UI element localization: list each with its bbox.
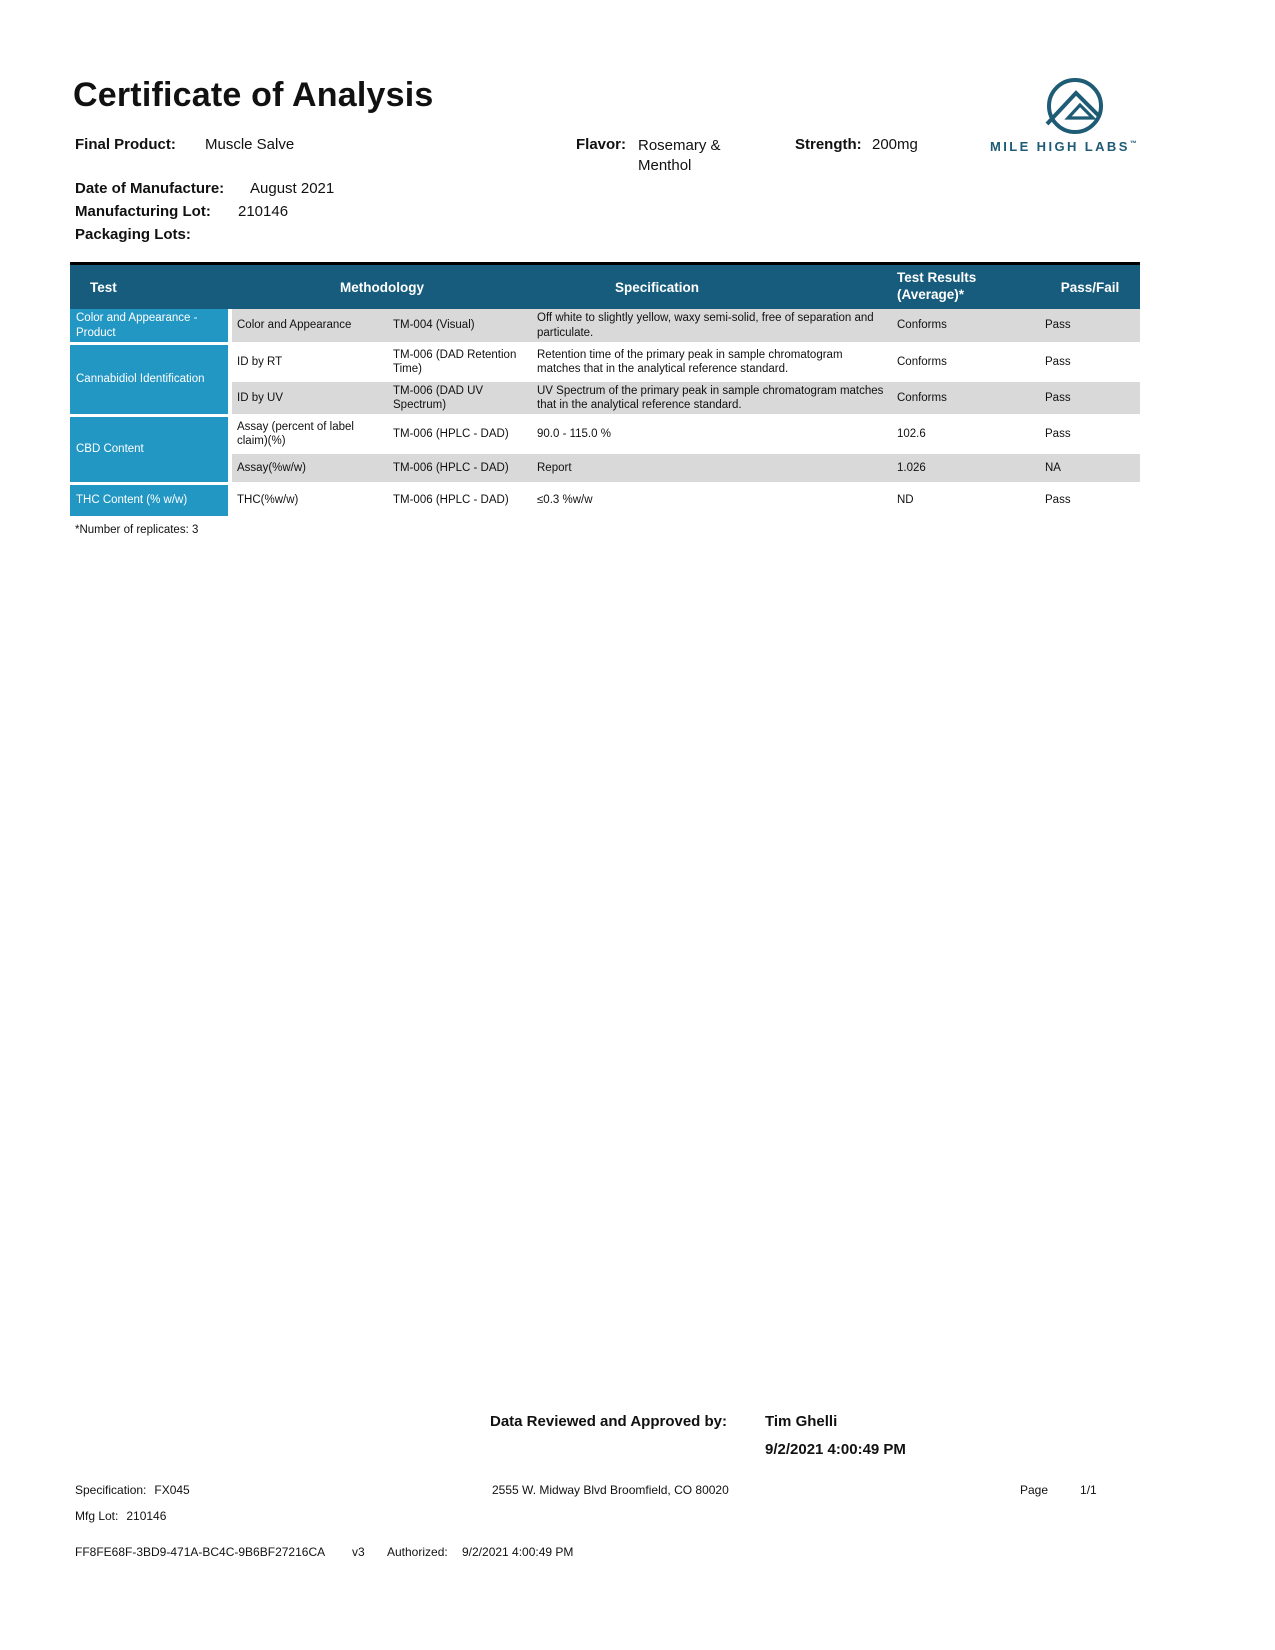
cell-methodology: TM-006 (DAD Retention Time) [388,345,532,379]
table-body [70,309,1140,516]
cell-specification: Retention time of the primary peak in sample chromatogram matches that in the analytical reference standard. [532,345,892,379]
date-of-manufacture-value: August 2021 [250,180,335,197]
document-version: v3 [352,1545,365,1559]
cell-test: ID by UV [232,382,388,414]
cell-methodology: TM-004 (Visual) [388,309,532,342]
test-group-cell: Cannabidiol Identification [70,345,232,414]
strength-label: Strength: [795,136,862,153]
mountain-circle-icon [1046,77,1104,135]
cell-test: Assay(%w/w) [232,454,388,482]
test-group-cell: Color and Appearance - Product [70,309,232,342]
flavor-value: Rosemary & Menthol [638,137,721,175]
cell-test: Assay (percent of label claim)(%) [232,417,388,451]
cell-pass-fail: Pass [1040,382,1140,414]
approval-datetime: 9/2/2021 4:00:49 PM [765,1441,906,1458]
cell-result: 102.6 [892,417,1040,451]
page-value: 1/1 [1080,1483,1097,1497]
mfg-lot-label: Mfg Lot: [75,1509,119,1523]
authorized-datetime: 9/2/2021 4:00:49 PM [462,1545,574,1559]
page-indicator [1020,1483,1097,1497]
replicates-note: *Number of replicates: 3 [75,524,199,536]
approval-label: Data Reviewed and Approved by: [490,1413,727,1430]
header-specification: Specification [614,279,700,295]
cell-specification: Report [532,454,892,482]
results-table [70,262,1140,516]
cell-pass-fail: Pass [1040,417,1140,451]
cell-result: Conforms [892,382,1040,414]
test-group-cell: THC Content (% w/w) [70,485,232,516]
final-product-label: Final Product: [75,136,176,153]
document-id: FF8FE68F-3BD9-471A-BC4C-9B6BF27216CA [75,1545,326,1559]
cell-methodology: TM-006 (HPLC - DAD) [388,485,532,516]
manufacturing-lot-value: 210146 [238,203,289,220]
cell-specification: 90.0 - 115.0 % [532,417,892,451]
strength-value: 200mg [872,136,918,153]
cell-test: THC(%w/w) [232,485,388,516]
authorized-label: Authorized: [387,1545,448,1559]
cell-result: Conforms [892,309,1040,342]
cell-pass-fail: Pass [1040,309,1140,342]
cell-methodology: TM-006 (HPLC - DAD) [388,417,532,451]
cell-pass-fail: NA [1040,454,1140,482]
cell-specification: Off white to slightly yellow, waxy semi-solid, free of separation and particulate. [532,309,892,342]
cell-methodology: TM-006 (HPLC - DAD) [388,454,532,482]
manufacturing-lot-label: Manufacturing Lot: [75,203,211,220]
company-address: 2555 W. Midway Blvd Broomfield, CO 80020 [492,1483,729,1497]
header-test-results-line2: (Average)* [897,287,965,302]
test-group-cell: CBD Content [70,417,232,482]
cell-test: ID by RT [232,345,388,379]
cell-result: 1.026 [892,454,1040,482]
cell-pass-fail: Pass [1040,345,1140,379]
trademark-symbol: ™ [1129,140,1137,148]
cell-test: Color and Appearance [232,309,388,342]
header-methodology: Methodology [340,279,424,295]
cell-result: ND [892,485,1040,516]
cell-result: Conforms [892,345,1040,379]
mfg-lot-value: 210146 [126,1509,167,1523]
flavor-label: Flavor: [576,136,627,153]
cell-specification: UV Spectrum of the primary peak in sample chromatogram matches that in the analytical reference standard. [532,382,892,414]
approver-name: Tim Ghelli [765,1413,838,1430]
header-test-results [892,270,1040,304]
final-product-value: Muscle Salve [205,136,295,153]
specification-value: FX045 [154,1483,190,1497]
header-pass-fail: Pass/Fail [1060,279,1120,295]
specification-line [75,1483,190,1497]
mfg-lot-line [75,1509,166,1523]
cell-specification: ≤0.3 %w/w [532,485,892,516]
table-header-row [70,262,1140,309]
cell-pass-fail: Pass [1040,485,1140,516]
page-label: Page [1020,1483,1049,1497]
brand-text: MILE HIGH LABS [990,139,1130,154]
packaging-lots-label: Packaging Lots: [75,226,191,243]
date-of-manufacture-label: Date of Manufacture: [75,180,225,197]
header-test-results-line1: Test Results [897,270,977,286]
specification-label: Specification: [75,1483,147,1497]
brand-name [990,139,1137,154]
header-test: Test [90,279,117,295]
page-title: Certificate of Analysis [73,76,434,114]
cell-methodology: TM-006 (DAD UV Spectrum) [388,382,532,414]
